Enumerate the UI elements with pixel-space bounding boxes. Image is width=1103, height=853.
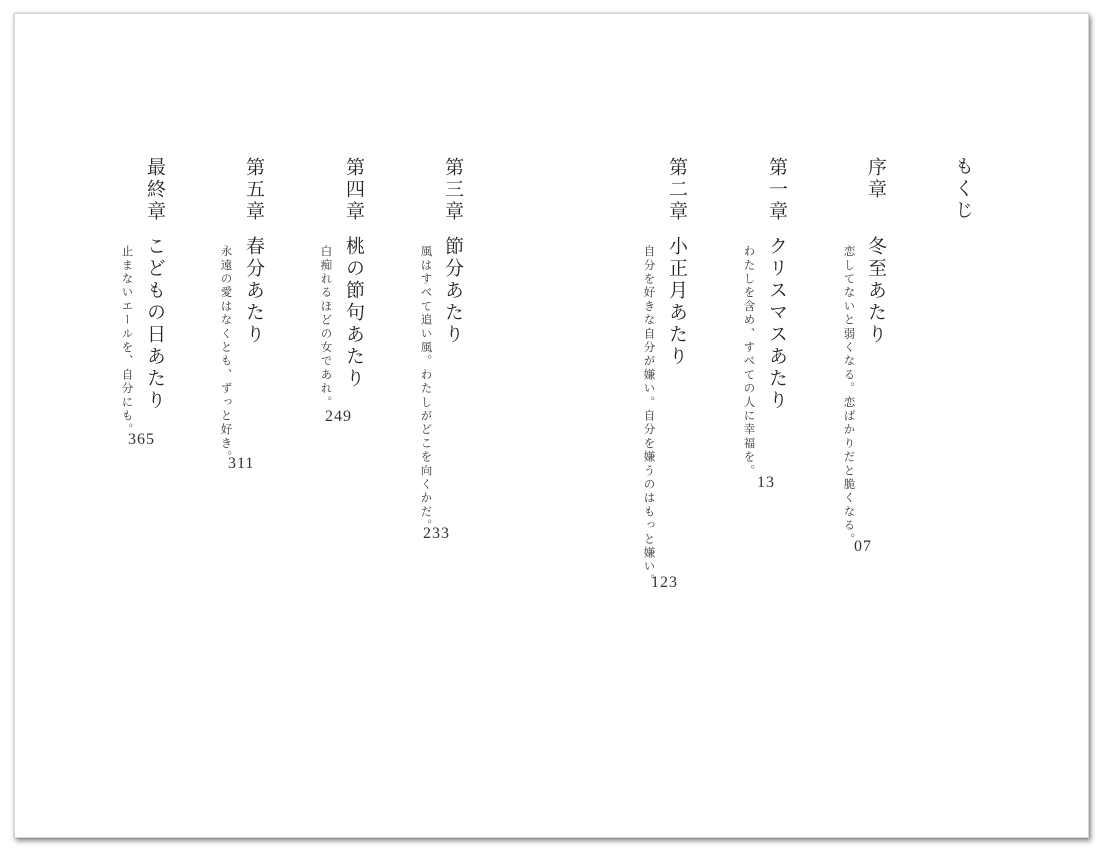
chapter-page-number: 365 [128, 431, 155, 448]
chapter-label: 最終章 [144, 157, 166, 223]
chapter-subtitle: 風はすべて追い風。わたしがどこを向くかだ。 [419, 245, 434, 533]
chapter-title[interactable]: クリスマスあたり [766, 236, 788, 412]
chapter-title[interactable]: 冬至あたり [865, 236, 887, 346]
chapter-label: 序章 [865, 157, 887, 201]
chapter-title[interactable]: こどもの日あたり [144, 236, 166, 412]
chapter-subtitle: わたしを含め、すべての人に幸福を。 [742, 245, 757, 478]
chapter-label: 第三章 [442, 157, 464, 223]
chapter-subtitle: 永遠の愛はなくとも、ずっと好き。 [219, 245, 234, 465]
book-page [14, 13, 1089, 838]
chapter-title[interactable]: 桃の節句あたり [343, 236, 365, 390]
chapter-page-number: 311 [228, 455, 255, 472]
chapter-label: 第四章 [343, 157, 365, 223]
chapter-page-number: 07 [854, 538, 872, 555]
chapter-subtitle: 止まないエールを、自分にも。 [120, 245, 135, 437]
toc-title: もくじ [952, 156, 974, 222]
chapter-subtitle: 白痴れるほどの女であれ。 [319, 245, 334, 410]
chapter-label: 第一章 [766, 157, 788, 223]
chapter-subtitle: 恋してないと弱くなる。恋ばかりだと脆くなる。 [842, 245, 857, 547]
chapter-page-number: 249 [325, 408, 352, 425]
chapter-page-number: 123 [651, 574, 678, 591]
chapter-page-number: 13 [757, 474, 775, 491]
chapter-label: 第二章 [666, 157, 688, 223]
chapter-title[interactable]: 春分あたり [243, 236, 265, 346]
chapter-label: 第五章 [243, 157, 265, 223]
chapter-subtitle: 自分を好きな自分が嫌い。自分を嫌うのはもっと嫌い。 [642, 245, 657, 588]
chapter-page-number: 233 [423, 525, 450, 542]
chapter-title[interactable]: 小正月あたり [666, 236, 688, 368]
chapter-title[interactable]: 節分あたり [442, 236, 464, 346]
